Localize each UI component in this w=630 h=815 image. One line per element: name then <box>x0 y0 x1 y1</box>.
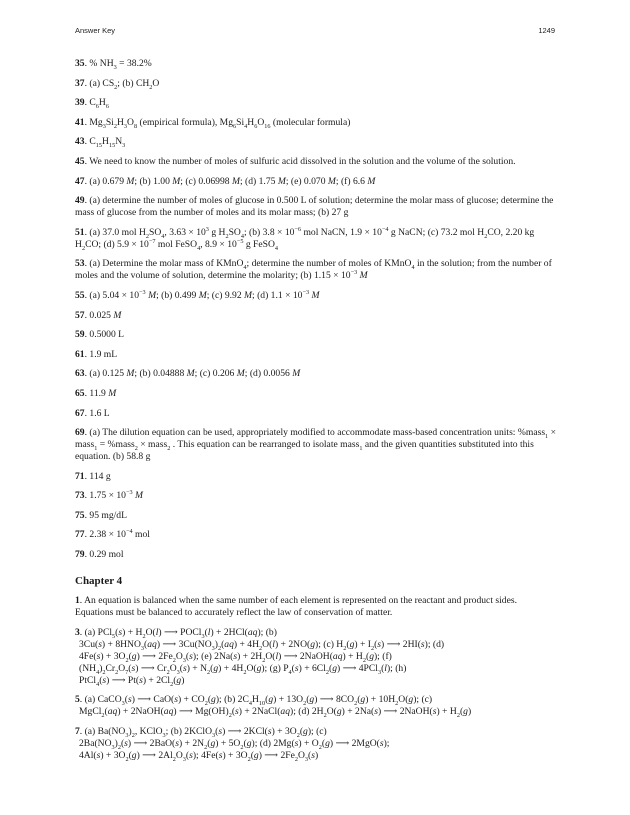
answer-item: 37. (a) $CS_2$; (b) $CH_2O$ <box>75 77 160 91</box>
answer-item: 79. 0.29 mol <box>75 549 124 561</box>
answer-item: 49. (a) determine the number of moles of glucose in 0.500 L of solution; determine the molar mass of glucose; determine the mass of glucose from the number of moles and its molar mass; (b) 27 g <box>75 195 554 219</box>
answer-item: 1. An equation is balanced when the same number of each element is represented on the reactant and product sides. Equations must be balanced to accurately reflect the law of conservation of matter. <box>75 595 517 619</box>
answer-number: 73 <box>75 490 85 502</box>
answer-text: (a) 0.679 M; (b) 1.00 M; (c) 0.06998 M; (d) 1.75 M; (e) 0.070 M; (f) 6.6 M <box>89 175 376 187</box>
answer-number: 69 <box>75 427 85 439</box>
answer-item: 35. % $NH_3 = 38.2\%$ <box>75 58 152 71</box>
answer-number: 63 <box>75 368 85 380</box>
answer-number: 47 <box>75 175 85 187</box>
answer-item: 63. (a) 0.125 M; (b) 0.04888 M; (c) 0.206 M; (d) 0.0056 M <box>75 368 301 380</box>
answer-item: 41. $Mg_3Si_2H_3O_8$ (empirical formula), $Mg_6Si_4H_6O_{16}$ (molecular formula) <box>75 116 351 130</box>
answer-text: (a) $CS_2$; (b) $CH_2O$ <box>89 77 160 91</box>
chapter-4-answers <box>75 595 557 762</box>
answer-item: 45. We need to know the number of moles of sulfuric acid dissolved in the solution and the volume of the solution. <box>75 155 516 167</box>
answer-text: (a) $Ba(NO_3)_2$, KClO$_3$; (b) 2KClO$_3$(s) ⟶ $2KCl(s) + 3O_2(g)$; (c) $2Ba(NO_3)_2(s)$ ⟶ $2BaO(s) + 2N_2(g) + 5O_2(g)$; (d) $2Mg(s) + O_2(g)$ ⟶ 2MgO(s); $4Al(s) + 3O_2(g)$ ⟶ $2Al_2O_3(s)$; $4Fe(s) + 3O_2(g)$ ⟶ $2Fe_2O_3(s)$ <box>79 725 390 763</box>
page-number: 1249 <box>538 26 555 35</box>
answer-number: 75 <box>75 509 85 521</box>
answer-text: An equation is balanced when the same number of each element is represented on the reactant and product sides. Equations must be balanced to accurately reflect the law of conservation of matter. <box>75 595 517 619</box>
answer-item: 59. 0.5000 L <box>75 329 125 341</box>
answer-number: 61 <box>75 348 85 360</box>
answer-text: 0.5000 L <box>89 329 125 341</box>
answer-item: 51. (a) 37.0 mol $H_2SO_4$, $3.63 \times 10^3$ g $H_2SO_4$; (b) $3.8 \times 10^{-6}$ mol NaCN, $1.9 \times 10^{-4}$ g NaCN; (c) 73.2 mol $H_2CO$, 2.20 kg $H_2CO$; (d) $5.9 \times 10^{-7}$ mol FeSO$_4$, $8.9 \times 10^{-5}$ g FeSO$_4$ <box>75 225 535 252</box>
answer-text: (a) The dilution equation can be used, appropriately modified to accommodate mass-based concentration units: %mass$_1$ × mass$_1$ = %mass$_2$ × mass$_2$ . This equation can be rearranged to isolate mass$_1$ and the given quantities substituted into this equation. (b) 58.8 g <box>75 427 556 463</box>
answer-number: 79 <box>75 549 85 561</box>
answer-text: (a) Determine the molar mass of KMnO$_4$; determine the number of moles of KMnO$_4$ in the solution; from the number of moles and the volume of solution, determine the molarity; (b) $1.15 \times 10^{-3}$ M <box>75 258 552 282</box>
answer-text: (a) determine the number of moles of glucose in 0.500 L of solution; determine the molar mass of glucose; determine the mass of glucose from the number of moles and its molar mass; (b) 27 g <box>75 195 554 219</box>
answer-text: $1.75 \times 10^{-3}$ M <box>89 489 144 502</box>
answer-number: 3 <box>75 626 80 638</box>
answer-text: $C_{15}H_{15}N_3$ <box>89 136 126 150</box>
answer-item: 57. 0.025 M <box>75 309 122 321</box>
running-header-title: Answer Key <box>75 26 116 35</box>
answer-item: 67. 1.6 L <box>75 407 110 419</box>
answer-item: 77. $2.38 \times 10^{-4}$ mol <box>75 528 150 541</box>
answer-item: 5. (a) CaCO$_3$(s) ⟶ $CaO(s) + CO_2(g)$; (b) $2C_4H_{10}(g) + 13O_2(g)$ ⟶ $8CO_2(g) + 10H_2O(g)$; (c) MgCl$_2$(aq) + 2NaOH(aq) ⟶ $Mg(OH)_2(s)$ + 2NaCl(aq); (d) $2H_2O(g) + 2Na(s)$ ⟶ 2NaOH(s) + $H_2(g)$ <box>75 694 557 718</box>
answer-number: 41 <box>75 116 85 128</box>
answer-text: 1.6 L <box>89 407 110 419</box>
answer-text: $Mg_3Si_2H_3O_8$ (empirical formula), $Mg_6Si_4H_6O_{16}$ (molecular formula) <box>89 116 351 130</box>
answer-number: 65 <box>75 387 85 399</box>
answer-number: 57 <box>75 309 85 321</box>
answer-text: (a) 0.125 M; (b) 0.04888 M; (c) 0.206 M; (d) 0.0056 M <box>89 368 301 380</box>
answer-number: 53 <box>75 258 85 270</box>
answer-text: (a) $5.04 \times 10^{-3}$ M; (b) 0.499 M; (c) 9.92 M; (d) $1.1 \times 10^{-3}$ M <box>89 288 320 301</box>
chapter-heading: Chapter 4 <box>75 575 123 588</box>
answer-text: 0.29 mol <box>89 549 124 561</box>
answer-number: 1 <box>75 595 80 607</box>
answer-text: $C_6H_6$ <box>89 97 109 111</box>
answer-text: (a) 37.0 mol $H_2SO_4$, $3.63 \times 10^3$ g $H_2SO_4$; (b) $3.8 \times 10^{-6}$ mol NaCN, $1.9 \times 10^{-4}$ g NaCN; (c) 73.2 mol $H_2CO$, 2.20 kg $H_2CO$; (d) $5.9 \times 10^{-7}$ mol FeSO$_4$, $8.9 \times 10^{-5}$ g FeSO$_4$ <box>75 225 535 252</box>
answer-item: 7. (a) $Ba(NO_3)_2$, KClO$_3$; (b) 2KClO$_3$(s) ⟶ $2KCl(s) + 3O_2(g)$; (c) $2Ba(NO_3)_2(s)$ ⟶ $2BaO(s) + 2N_2(g) + 5O_2(g)$; (d) $2Mg(s) + O_2(g)$ ⟶ 2MgO(s); $4Al(s) + 3O_2(g)$ ⟶ $2Al_2O_3(s)$; $4Fe(s) + 3O_2(g)$ ⟶ $2Fe_2O_3(s)$ <box>75 726 557 762</box>
answer-number: 49 <box>75 195 85 207</box>
answer-text: 11.9 M <box>89 387 117 399</box>
answer-text: % $NH_3 = 38.2\%$ <box>89 58 152 71</box>
answer-item: 3. (a) $PCl_5(s) + H_2O(l)$ ⟶ POCl$_3$(l) + 2HCl(aq); (b) $3Cu(s) + 8HNO_3(aq)$ ⟶ $3Cu(NO_3)_2(aq) + 4H_2O(l) + 2NO(g)$; (c) $H_2(g) + I_2(s)$ ⟶ 2HI(s); (d) $4Fe(s) + 3O_2(g)$ ⟶ $2Fe_2O_3(s)$; (e) $2Na(s) + 2H_2O(l)$ ⟶ 2NaOH(aq) + $H_2(g)$; (f) $(NH_4)_2Cr_2O_7(s)$ ⟶ $Cr_2O_3(s) + N_2(g) + 4H_2O(g)$; (g) $P_4(s) + 6Cl_2(g)$ ⟶ 4PCl$_3$(l); (h) PtCl$_4$(s) ⟶ $Pt(s) + 2Cl_2(g)$ <box>75 627 557 687</box>
answer-number: 39 <box>75 97 85 109</box>
answer-text: (a) $PCl_5(s) + H_2O(l)$ ⟶ POCl$_3$(l) + 2HCl(aq); (b) $3Cu(s) + 8HNO_3(aq)$ ⟶ $3Cu(NO_3)_2(aq) + 4H_2O(l) + 2NO(g)$; (c) $H_2(g) + I_2(s)$ ⟶ 2HI(s); (d) $4Fe(s) + 3O_2(g)$ ⟶ $2Fe_2O_3(s)$; (e) $2Na(s) + 2H_2O(l)$ ⟶ 2NaOH(aq) + $H_2(g)$; (f) $(NH_4)_2Cr_2O_7(s)$ ⟶ $Cr_2O_3(s) + N_2(g) + 4H_2O(g)$; (g) $P_4(s) + 6Cl_2(g)$ ⟶ 4PCl$_3$(l); (h) PtCl$_4$(s) ⟶ $Pt(s) + 2Cl_2(g)$ <box>79 626 445 688</box>
answer-number: 45 <box>75 155 85 167</box>
answer-item: 61. 1.9 mL <box>75 348 118 360</box>
answer-item: 47. (a) 0.679 M; (b) 1.00 M; (c) 0.06998 M; (d) 1.75 M; (e) 0.070 M; (f) 6.6 M <box>75 175 376 187</box>
answer-text: 95 mg/dL <box>89 509 127 521</box>
answer-item: 39. $C_6H_6$ <box>75 97 109 111</box>
answer-item: 71. 114 g <box>75 470 111 482</box>
answer-text: 1.9 mL <box>89 348 118 360</box>
answer-number: 77 <box>75 529 85 541</box>
answer-item: 75. 95 mg/dL <box>75 509 127 521</box>
answer-number: 35 <box>75 58 85 69</box>
answer-item: 53. (a) Determine the molar mass of KMnO$_4$; determine the number of moles of KMnO$_4$ in the solution; from the number of moles and the volume of solution, determine the molarity; (b) $1.15 \times 10^{-3}$ M <box>75 258 552 282</box>
answer-text: 0.025 M <box>89 309 122 321</box>
chapter-3-answers <box>75 58 557 561</box>
answer-number: 7 <box>75 725 80 737</box>
answer-text: (a) CaCO$_3$(s) ⟶ $CaO(s) + CO_2(g)$; (b) $2C_4H_{10}(g) + 13O_2(g)$ ⟶ $8CO_2(g) + 10H_2O(g)$; (c) MgCl$_2$(aq) + 2NaOH(aq) ⟶ $Mg(OH)_2(s)$ + 2NaCl(aq); (d) $2H_2O(g) + 2Na(s)$ ⟶ 2NaOH(s) + $H_2(g)$ <box>79 694 472 720</box>
answer-number: 71 <box>75 470 85 482</box>
answer-item: 73. $1.75 \times 10^{-3}$ M <box>75 489 144 502</box>
answer-item: 43. $C_{15}H_{15}N_3$ <box>75 136 126 150</box>
answer-number: 55 <box>75 289 85 301</box>
answer-number: 51 <box>75 226 85 238</box>
answer-text: We need to know the number of moles of sulfuric acid dissolved in the solution and the volume of the solution. <box>89 155 516 167</box>
answer-number: 67 <box>75 407 85 419</box>
answer-text: 114 g <box>89 470 111 482</box>
answer-text: $2.38 \times 10^{-4}$ mol <box>89 528 150 541</box>
answer-number: 5 <box>75 694 80 706</box>
answer-number: 59 <box>75 329 85 341</box>
answer-key-body <box>75 58 557 769</box>
answer-item: 69. (a) The dilution equation can be used, appropriately modified to accommodate mass-based concentration units: %mass$_1$ × mass$_1$ = %mass$_2$ × mass$_2$ . This equation can be rearranged to isolate mass$_1$ and the given quantities substituted into this equation. (b) 58.8 g <box>75 427 556 463</box>
answer-number: 37 <box>75 77 85 89</box>
answer-item: 65. 11.9 M <box>75 387 117 399</box>
answer-number: 43 <box>75 136 85 148</box>
answer-item: 55. (a) $5.04 \times 10^{-3}$ M; (b) 0.499 M; (c) 9.92 M; (d) $1.1 \times 10^{-3}$ M <box>75 288 320 301</box>
